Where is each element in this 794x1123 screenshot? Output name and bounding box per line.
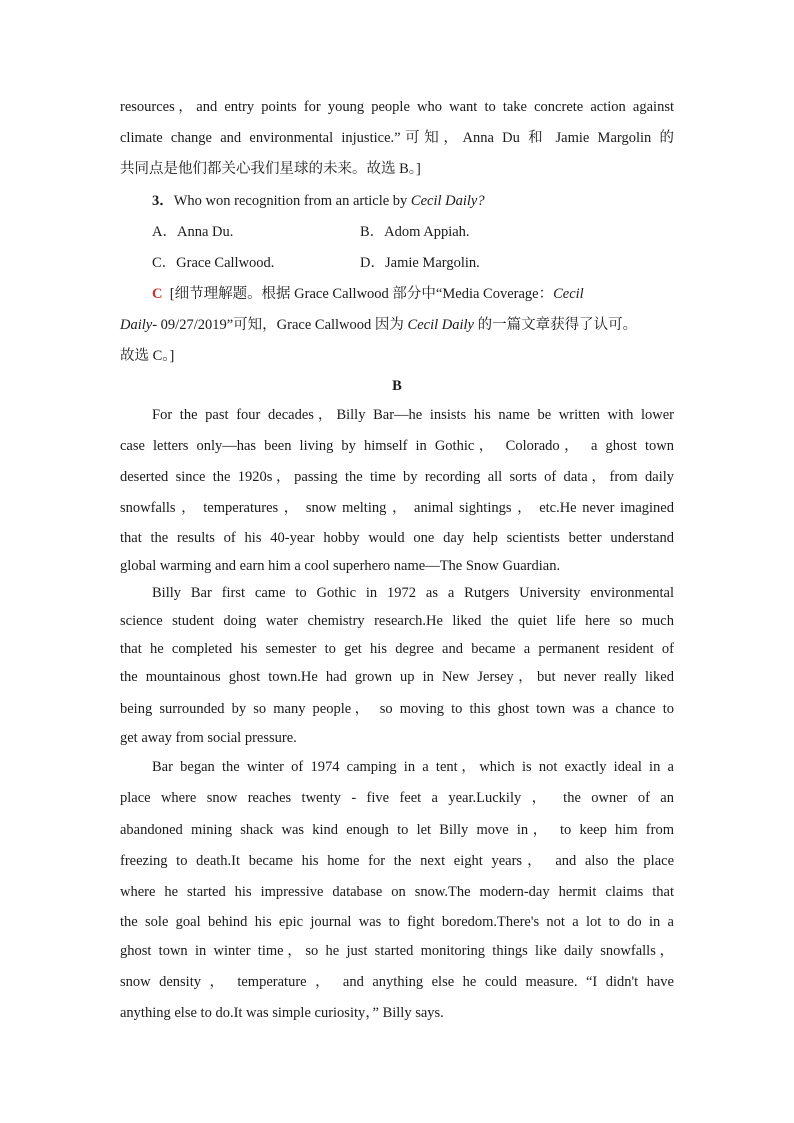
option-d [360,253,480,273]
passage-line: Bar began the winter of 1974 camping in a tent，which is not exactly ideal in a [152,759,674,775]
option-c [152,253,274,273]
passage-line: ghost town in winter time，so he just started monitoring things like daily snowfalls， [120,943,674,959]
answer-letter: C [152,286,163,302]
answer-explanation-line: 故选 C。] [120,348,175,364]
section-heading: B [392,378,402,394]
passage-line: global warming and earn him a cool superhero name—The Snow Guardian. [120,558,561,574]
passage-line: the mountainous ghost town.He had grown up in New Jersey，but never really liked [120,669,674,685]
question-text-italic: Cecil Daily? [410,193,485,209]
question-number: 3． [152,193,174,209]
question-text: Who won recognition from an article by [173,193,411,209]
passage-line: abandoned mining shack was kind enough to let Billy move in， to keep him from [120,822,674,838]
answer-explanation-line [120,315,674,335]
passage-line: where he started his impressive database on snow.The modern-day hermit claims that [120,884,674,900]
passage-line: case letters only—has been living by himself in Gothic， Colorado， a ghost town [120,438,674,454]
passage-line: Billy Bar first came to Gothic in 1972 as a Rutgers University environmental [152,585,674,601]
explanation-text: 的一篇文章获得了认可。 [474,317,638,333]
answer-explanation-line [152,284,674,304]
passage-line: deserted since the 1920s，passing the time by recording all sorts of data，from daily [120,469,674,485]
explanation-italic: Cecil [553,286,584,302]
option-text: Jamie Margolin. [384,255,480,271]
option-letter: A． [152,224,177,240]
question-3-stem [152,191,674,211]
passage-line: anything else to do.It was simple curiosity，” Billy says. [120,1005,444,1021]
passage-line: get away from social pressure. [120,730,297,746]
passage-line: place where snow reaches twenty - five feet a year.Luckily ， the owner of an [120,790,674,806]
explanation-italic: Daily [120,317,153,333]
passage-line: the sole goal behind his epic journal was to fight boredom.There's not a lot to do in a [120,914,674,930]
option-text: Anna Du. [176,224,234,240]
option-b [360,222,470,242]
option-letter: D． [360,255,385,271]
passage-line: that he completed his semester to get his degree and became a permanent resident of [120,641,674,657]
explanation-line: climate change and environmental injustice.”可知，Anna Du 和 Jamie Margolin 的 [120,130,674,146]
passage-line: that the results of his 40-year hobby would one day help scientists better understand [120,530,674,546]
passage-line: being surrounded by so many people， so moving to this ghost town was a chance to [120,701,674,717]
passage-line: snow density ， temperature ， and anything else he could measure. “I didn't have [120,974,674,990]
passage-line: snowfalls ， temperatures ， snow melting ， animal sightings ， etc.He never imagined [120,500,674,516]
option-text: Grace Callwood. [176,255,275,271]
option-a [152,222,233,242]
explanation-italic: Cecil Daily [407,317,474,333]
explanation-line: 共同点是他们都关心我们星球的未来。故选 B。] [120,161,421,177]
explanation-text: - 09/27/2019”可知，Grace Callwood 因为 [152,317,408,333]
option-letter: C． [152,255,177,271]
passage-line: For the past four decades，Billy Bar—he insists his name be written with lower [152,407,674,423]
explanation-line: resources，and entry points for young people who want to take concrete action against [120,99,674,115]
explanation-text: [细节理解题。根据 Grace Callwood 部分中“Media Coverage： [169,286,554,302]
passage-line: science student doing water chemistry research.He liked the quiet life here so much [120,613,674,629]
option-letter: B． [360,224,385,240]
option-text: Adom Appiah. [384,224,470,240]
passage-line: freezing to death.It became his home for the next eight years， and also the place [120,853,674,869]
